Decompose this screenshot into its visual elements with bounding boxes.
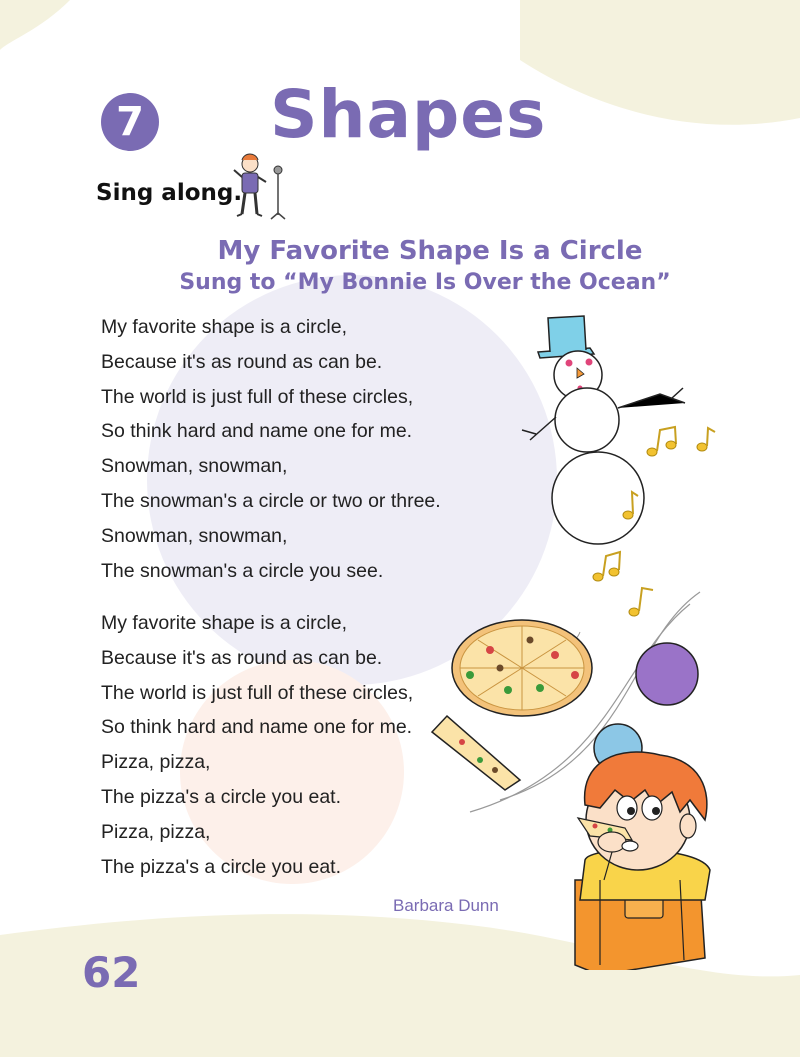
microphone-stand-icon bbox=[268, 165, 288, 221]
song-illustrations bbox=[420, 310, 730, 970]
pizza-slice-icon bbox=[432, 716, 520, 790]
sing-along-instruction: Sing along. bbox=[96, 180, 243, 206]
lyric-line: Snowman, snowman, bbox=[101, 455, 288, 478]
left-top-wave-decoration bbox=[0, 0, 70, 50]
lyric-line: The pizza's a circle you eat. bbox=[101, 785, 341, 808]
verse-one bbox=[101, 310, 441, 588]
lyric-line: Because it's as round as can be. bbox=[101, 646, 383, 669]
purple-ball-icon bbox=[636, 643, 698, 705]
chapter-title: Shapes bbox=[270, 76, 547, 153]
lyric-line: The pizza's a circle you eat. bbox=[101, 855, 341, 878]
lyric-line: The snowman's a circle or two or three. bbox=[101, 489, 441, 512]
lyric-line: Snowman, snowman, bbox=[101, 524, 288, 547]
lyric-line: The world is just full of these circles, bbox=[101, 385, 414, 408]
pizza-icon bbox=[452, 620, 592, 716]
lyric-line: So think hard and name one for me. bbox=[101, 420, 413, 443]
verse-two bbox=[101, 606, 413, 884]
song-title: My Favorite Shape Is a Circle bbox=[217, 236, 643, 266]
lyric-line: Because it's as round as can be. bbox=[101, 350, 383, 373]
lyric-line: My favorite shape is a circle, bbox=[101, 612, 348, 634]
chapter-number-badge: 7 bbox=[101, 93, 159, 151]
lyric-line: So think hard and name one for me. bbox=[101, 716, 413, 739]
lyric-line: Pizza, pizza, bbox=[101, 820, 211, 843]
lyric-line: The world is just full of these circles, bbox=[101, 681, 414, 704]
boy-eating-pizza-icon bbox=[575, 752, 710, 970]
lyric-line: My favorite shape is a circle, bbox=[101, 316, 348, 338]
lyric-line: The snowman's a circle you see. bbox=[101, 559, 384, 582]
lyric-line: Pizza, pizza, bbox=[101, 751, 211, 774]
song-subtitle: Sung to “My Bonnie Is Over the Ocean” bbox=[179, 270, 671, 295]
top-wave-decoration bbox=[520, 0, 800, 125]
page-number: 62 bbox=[82, 948, 141, 997]
song-author: Barbara Dunn bbox=[393, 896, 499, 915]
